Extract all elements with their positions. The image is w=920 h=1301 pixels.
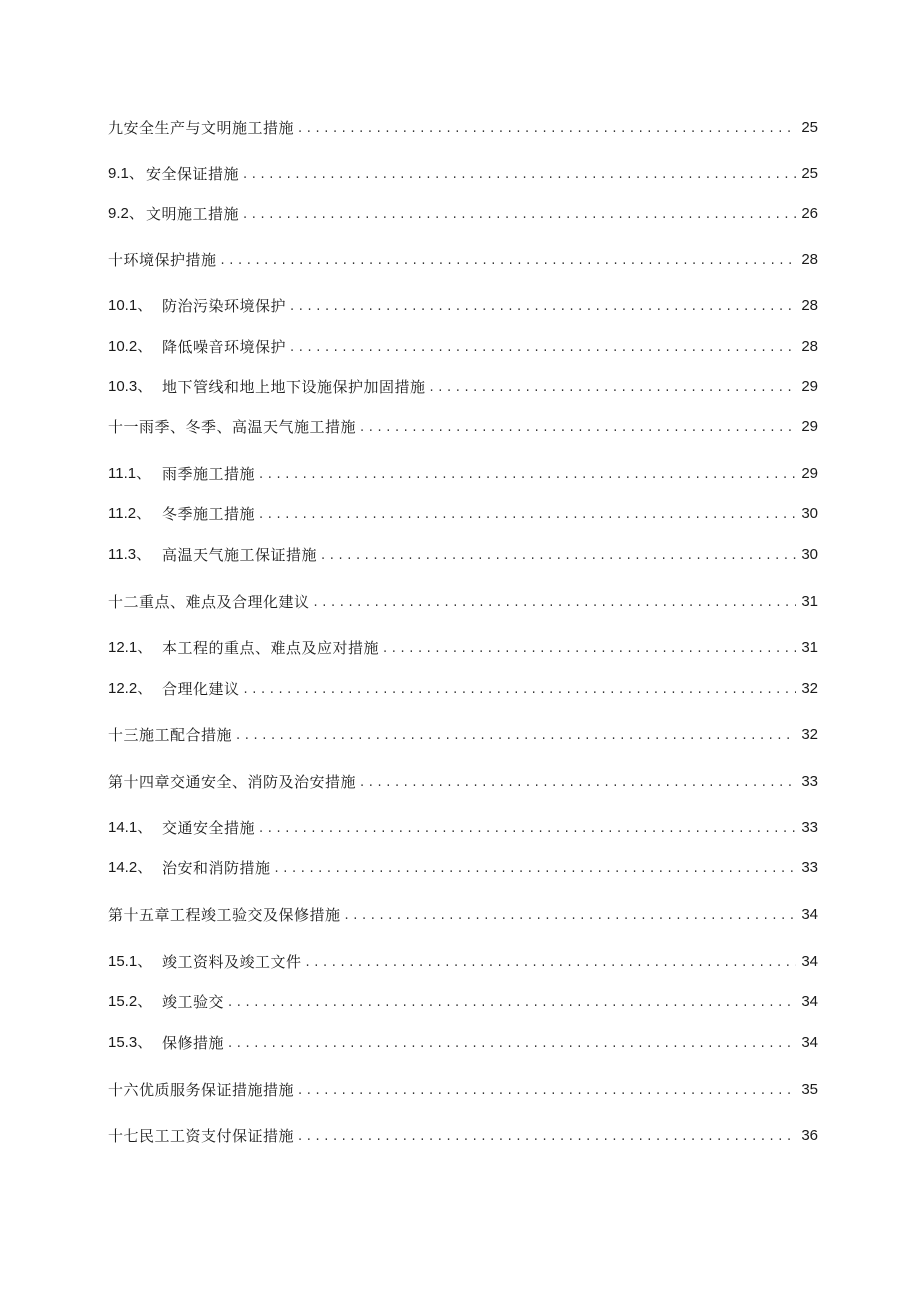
entry-title: 合理化建议 xyxy=(162,680,240,698)
entry-number: 14.2、 xyxy=(108,859,153,876)
entry-title: 十二重点、难点及合理化建议 xyxy=(108,593,310,611)
dot-leader xyxy=(290,339,796,357)
entry-page-number: 32 xyxy=(801,680,818,697)
entry-number: 11.2、 xyxy=(108,505,152,522)
entry-page-number: 25 xyxy=(801,165,818,182)
entry-title: 保修措施 xyxy=(162,1034,225,1052)
dot-leader xyxy=(259,820,796,838)
entry-title: 九安全生产与文明施工措施 xyxy=(108,119,295,137)
entry-page-number: 33 xyxy=(801,773,818,790)
entry-number: 11.3、 xyxy=(108,546,152,563)
entry-title: 第十四章交通安全、消防及治安措施 xyxy=(108,773,357,791)
toc-entry-11-2[interactable] xyxy=(108,500,818,524)
entry-page-number: 29 xyxy=(801,465,818,482)
entry-title: 降低噪音环境保护 xyxy=(162,338,287,356)
entry-page-number: 31 xyxy=(801,639,818,656)
toc-entry-12-1[interactable] xyxy=(108,634,818,658)
entry-title: 高温天气施工保证措施 xyxy=(162,546,318,564)
entry-title: 治安和消防措施 xyxy=(162,859,271,877)
toc-entry-chapter-13[interactable] xyxy=(108,721,818,745)
dot-leader xyxy=(360,774,796,792)
entry-number: 15.3、 xyxy=(108,1034,153,1051)
entry-title: 竣工验交 xyxy=(162,993,225,1011)
entry-title: 第十五章工程竣工验交及保修措施 xyxy=(108,906,341,924)
dot-leader xyxy=(306,954,796,972)
toc-entry-10-2[interactable] xyxy=(108,333,818,357)
entry-number: 12.1、 xyxy=(108,639,153,656)
entry-title: 文明施工措施 xyxy=(146,205,240,223)
entry-page-number: 36 xyxy=(801,1127,818,1144)
dot-leader xyxy=(430,379,796,397)
dot-leader xyxy=(236,727,796,745)
entry-page-number: 29 xyxy=(801,418,818,435)
entry-title: 十三施工配合措施 xyxy=(108,726,233,744)
entry-page-number: 34 xyxy=(801,953,818,970)
toc-entry-15-2[interactable] xyxy=(108,988,818,1012)
entry-page-number: 32 xyxy=(801,726,818,743)
toc-entry-10-1[interactable] xyxy=(108,292,818,316)
entry-title: 雨季施工措施 xyxy=(162,465,256,483)
entry-title: 十七民工工资支付保证措施 xyxy=(108,1127,295,1145)
entry-page-number: 34 xyxy=(801,906,818,923)
entry-title: 竣工资料及竣工文件 xyxy=(162,953,302,971)
entry-page-number: 28 xyxy=(801,338,818,355)
dot-leader xyxy=(228,994,796,1012)
entry-title: 交通安全措施 xyxy=(162,819,256,837)
toc-entry-11-3[interactable] xyxy=(108,541,818,565)
entry-page-number: 34 xyxy=(801,1034,818,1051)
dot-leader xyxy=(314,594,796,612)
dot-leader xyxy=(298,1082,796,1100)
entry-number: 10.2、 xyxy=(108,338,153,355)
toc-entry-10-3[interactable] xyxy=(108,373,818,397)
entry-number: 15.1、 xyxy=(108,953,153,970)
entry-title: 十一雨季、冬季、高温天气施工措施 xyxy=(108,418,357,436)
entry-page-number: 28 xyxy=(801,251,818,268)
toc-entry-15-1[interactable] xyxy=(108,948,818,972)
entry-page-number: 31 xyxy=(801,593,818,610)
entry-title: 十六优质服务保证措施措施 xyxy=(108,1081,295,1099)
dot-leader xyxy=(298,1128,796,1146)
entry-title: 安全保证措施 xyxy=(146,165,240,183)
dot-leader xyxy=(228,1035,796,1053)
entry-number: 12.2、 xyxy=(108,680,153,697)
entry-title: 防治污染环境保护 xyxy=(162,297,287,315)
entry-number: 10.1、 xyxy=(108,297,153,314)
dot-leader xyxy=(360,419,796,437)
toc-entry-chapter-11[interactable] xyxy=(108,413,818,437)
entry-page-number: 33 xyxy=(801,819,818,836)
dot-leader xyxy=(243,206,796,224)
entry-number: 9.2、 xyxy=(108,205,144,222)
entry-title: 本工程的重点、难点及应对措施 xyxy=(162,639,380,657)
entry-page-number: 26 xyxy=(801,205,818,222)
entry-number: 15.2、 xyxy=(108,993,153,1010)
dot-leader xyxy=(345,907,796,925)
dot-leader xyxy=(298,120,796,138)
toc-entry-chapter-10[interactable] xyxy=(108,246,818,270)
entry-number: 9.1、 xyxy=(108,165,144,182)
entry-title: 冬季施工措施 xyxy=(162,505,256,523)
entry-title: 十环境保护措施 xyxy=(108,251,217,269)
toc-entry-chapter-9[interactable] xyxy=(108,114,818,138)
entry-page-number: 30 xyxy=(801,546,818,563)
dot-leader xyxy=(259,506,796,524)
entry-page-number: 29 xyxy=(801,378,818,395)
toc-entry-chapter-16[interactable] xyxy=(108,1076,818,1100)
toc-entry-15-3[interactable] xyxy=(108,1029,818,1053)
toc-entry-chapter-14[interactable] xyxy=(108,768,818,792)
dot-leader xyxy=(221,252,796,270)
toc-entry-chapter-12[interactable] xyxy=(108,588,818,612)
toc-entry-14-1[interactable] xyxy=(108,814,818,838)
entry-page-number: 33 xyxy=(801,859,818,876)
dot-leader xyxy=(244,681,796,699)
dot-leader xyxy=(321,547,796,565)
entry-number: 11.1、 xyxy=(108,465,152,482)
entry-page-number: 34 xyxy=(801,993,818,1010)
toc-entry-9-1[interactable] xyxy=(108,160,818,184)
entry-number: 10.3、 xyxy=(108,378,153,395)
entry-page-number: 28 xyxy=(801,297,818,314)
entry-page-number: 30 xyxy=(801,505,818,522)
toc-entry-9-2[interactable] xyxy=(108,200,818,224)
dot-leader xyxy=(243,166,796,184)
dot-leader xyxy=(383,640,796,658)
toc-entry-14-2[interactable] xyxy=(108,854,818,878)
toc-entry-chapter-15[interactable] xyxy=(108,901,818,925)
toc-entry-chapter-17[interactable] xyxy=(108,1122,818,1146)
entry-page-number: 35 xyxy=(801,1081,818,1098)
entry-number: 14.1、 xyxy=(108,819,153,836)
entry-page-number: 25 xyxy=(801,119,818,136)
toc-entry-12-2[interactable] xyxy=(108,675,818,699)
dot-leader xyxy=(290,298,796,316)
entry-title: 地下管线和地上地下设施保护加固措施 xyxy=(162,378,426,396)
dot-leader xyxy=(259,466,796,484)
toc-entry-11-1[interactable] xyxy=(108,460,818,484)
dot-leader xyxy=(275,860,796,878)
